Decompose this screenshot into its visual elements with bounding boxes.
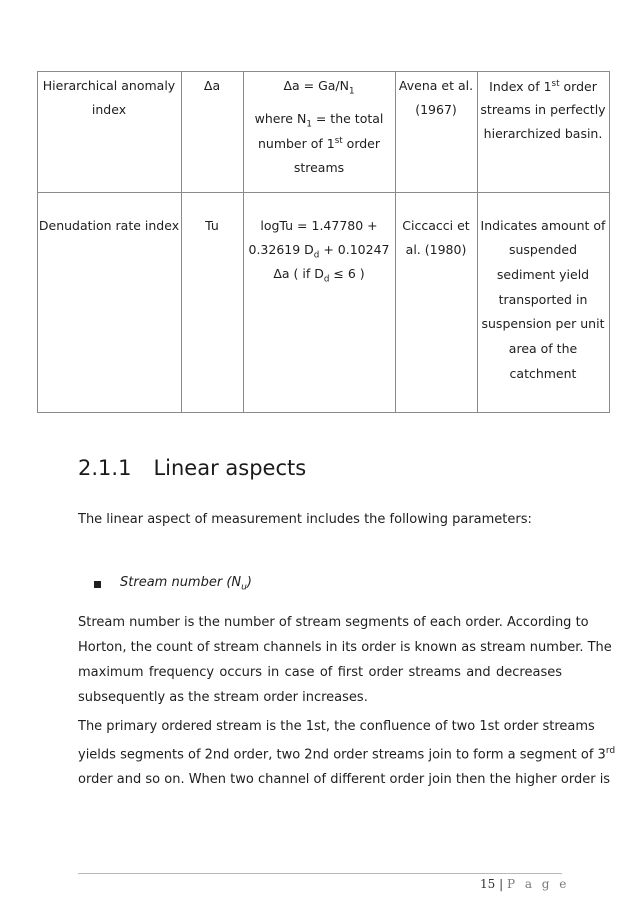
paragraph-line: Horton, the count of stream channels in its order is known as stream number. The	[78, 640, 612, 655]
bullet-heading: Stream number $(N_u)$	[120, 575, 252, 593]
section-title: Linear aspects	[153, 456, 307, 480]
table-col-border	[477, 71, 478, 413]
paragraph	[78, 714, 616, 792]
table-col-border	[609, 71, 610, 413]
formula-cell: 0.32619 $D_d + 0.10247$	[248, 242, 390, 261]
paragraph	[78, 610, 612, 710]
table-col-border	[395, 71, 396, 413]
table-row-divider	[37, 192, 609, 193]
description-cell: catchment	[509, 366, 577, 381]
parameter-cell: Denudation rate index	[38, 218, 180, 233]
formula-cell: streams	[293, 160, 345, 175]
section-number: 2.1.1	[78, 456, 132, 480]
formula-cell: where $N_1$ = the total	[254, 111, 384, 130]
description-cell: sediment yield	[496, 267, 590, 282]
parameter-cell: Hierarchical anomaly	[42, 78, 176, 93]
paragraph-line: The primary ordered stream is the 1st, the confluence of two 1st order streams	[78, 719, 595, 734]
symbol-cell: Δa	[203, 78, 221, 93]
reference-cell: Ciccacci et	[402, 218, 470, 233]
description-cell: Indicates amount of	[480, 218, 606, 233]
description-cell: transported in	[498, 292, 588, 307]
paragraph-line: maximum frequency occurs in case of first order streams and decreases	[78, 665, 562, 680]
formula-cell: logTu = 1.47780 +	[260, 218, 378, 233]
footer-separator: |	[495, 877, 507, 891]
parameter-cell: index	[91, 102, 127, 117]
page-number: 15	[480, 877, 496, 891]
description-cell: hierarchized basin.	[483, 126, 603, 141]
table-top-border	[37, 71, 609, 72]
page-footer	[480, 877, 569, 891]
section-heading	[78, 456, 306, 480]
paragraph-line: Stream number is the number of stream segments of each order. According to	[78, 615, 589, 630]
description-cell: Index of 1st order	[489, 79, 597, 95]
description-cell: streams in perfectly	[480, 102, 606, 117]
paragraph-line: subsequently as the stream order increases.	[78, 690, 368, 705]
formula-cell: Δa ( if $D_d \le 6$ )	[273, 266, 365, 285]
bullet-marker	[94, 581, 101, 588]
description-cell: suspension per unit	[481, 316, 605, 331]
reference-cell: al. (1980)	[405, 242, 467, 257]
page-label: P a g e	[506, 877, 570, 891]
symbol-cell: Tu	[205, 218, 219, 233]
footer-divider	[78, 873, 562, 874]
reference-cell: Avena et al.	[398, 78, 474, 93]
description-cell: suspended	[508, 242, 578, 257]
description-cell: area of the	[508, 341, 578, 356]
reference-cell: (1967)	[415, 102, 457, 117]
formula-cell: $\Delta a = Ga/N_1$	[283, 78, 355, 97]
paragraph-line: yields segments of 2nd order, two 2nd order streams join to form a segment of 3rd	[78, 746, 616, 763]
table-col-border	[37, 71, 38, 413]
paragraph-line: order and so on. When two channel of different order join then the higher order is	[78, 772, 611, 788]
intro-text: The linear aspect of measurement includes the following parameters:	[78, 512, 532, 527]
formula-cell: number of 1st order	[257, 136, 381, 152]
table-bottom-border	[37, 412, 609, 413]
table-col-border	[181, 71, 182, 413]
